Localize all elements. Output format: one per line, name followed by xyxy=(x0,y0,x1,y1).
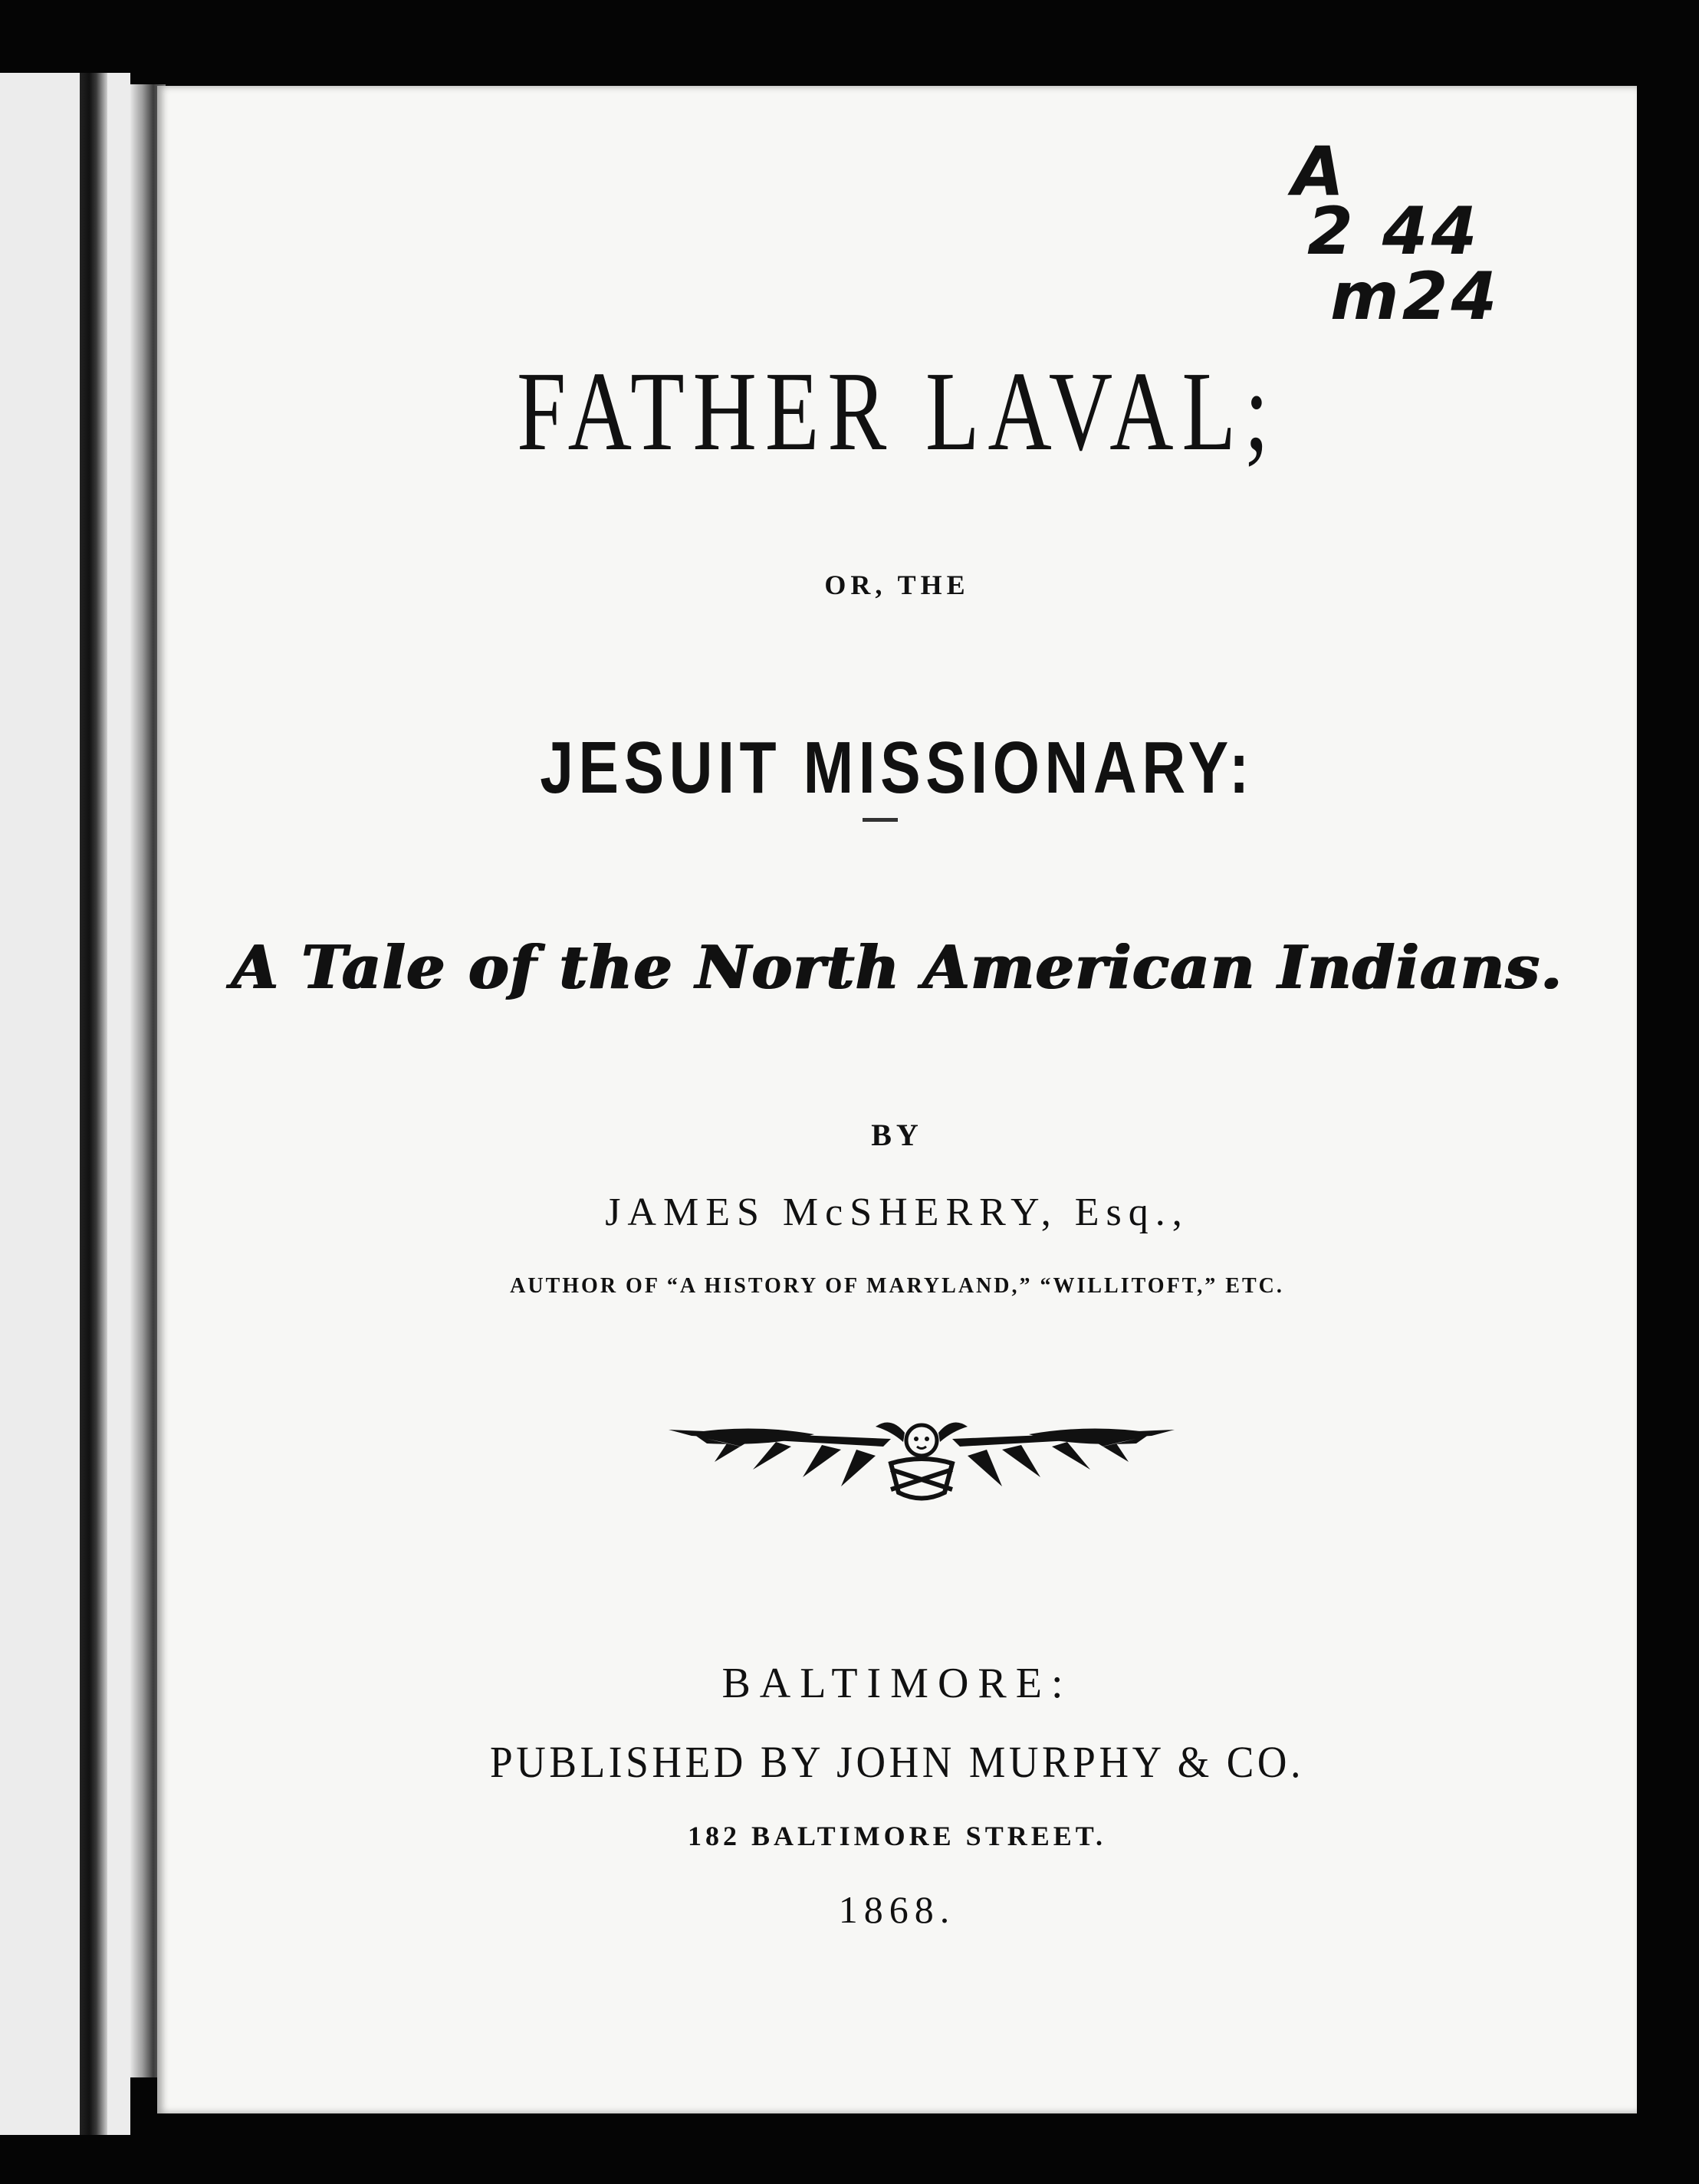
call-number-line-2: 2 44 xyxy=(1307,193,1480,270)
byline-label: BY xyxy=(871,1118,923,1152)
book-title: FATHER LAVAL; xyxy=(517,349,1277,475)
previous-page-edge xyxy=(0,73,130,2135)
subtitle-rule xyxy=(863,818,898,822)
title-page xyxy=(157,86,1637,2113)
page-fold xyxy=(80,73,107,2135)
author-name: JAMES McSHERRY, Esq., xyxy=(605,1191,1189,1234)
publication-year: 1868. xyxy=(838,1888,956,1931)
book-tagline: A Tale of the North American Indians. xyxy=(231,933,1563,1003)
publisher-address: 182 BALTIMORE STREET. xyxy=(687,1821,1107,1851)
publisher-line: PUBLISHED BY JOHN MURPHY & CO. xyxy=(489,1737,1305,1787)
call-number-line-3: m24 xyxy=(1330,258,1500,335)
publication-city: BALTIMORE: xyxy=(721,1660,1073,1707)
author-credits: AUTHOR OF “A HISTORY OF MARYLAND,” “WILLITOFT,” ETC. xyxy=(510,1274,1284,1298)
handwritten-call-number xyxy=(1292,132,1537,362)
cherub-wreath-ornament-icon xyxy=(661,1416,1182,1508)
call-number-line-1: A xyxy=(1292,132,1348,211)
title-connector: OR, THE xyxy=(824,570,970,600)
book-subtitle: JESUIT MISSIONARY: xyxy=(540,727,1254,809)
